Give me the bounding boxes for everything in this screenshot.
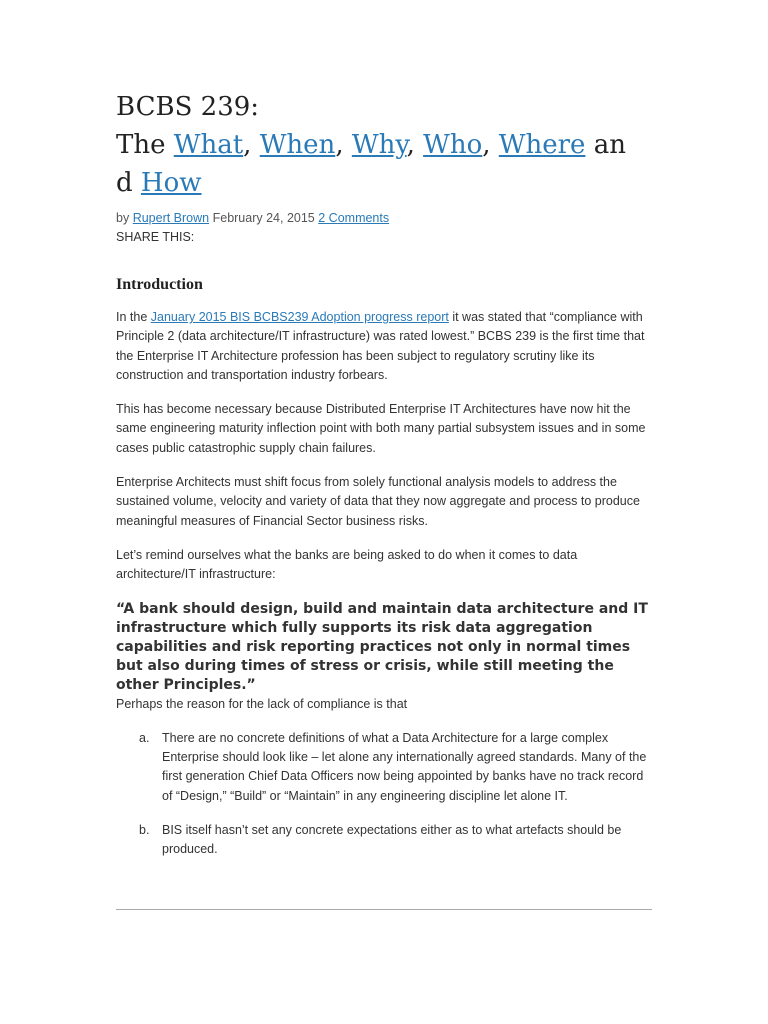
list-item-text: BIS itself hasn’t set any concrete expectations either as to what artefacts should be produced. bbox=[162, 823, 622, 857]
title-line1: BCBS 239: bbox=[116, 92, 260, 122]
paragraph-1 bbox=[116, 308, 652, 385]
title-link-what[interactable]: What bbox=[173, 130, 244, 160]
title-link-why[interactable]: Why bbox=[351, 130, 407, 160]
issue-list bbox=[116, 729, 652, 860]
meta-by: by bbox=[116, 211, 130, 225]
paragraph-3: Enterprise Architects must shift focus from solely functional analysis models to address the sustained volume, velocity and variety of data that they now aggregate and process to produce meaningful measures of Financial Sector business risks. bbox=[116, 475, 640, 528]
list-item bbox=[116, 729, 652, 806]
title-d: d bbox=[116, 168, 133, 198]
title-link-when[interactable]: When bbox=[259, 130, 336, 160]
share-label: SHARE THIS: bbox=[116, 230, 195, 244]
p1-text-end: it was stated that “compliance with Principle 2 (data architecture/IT infrastructure) was rated lowest.” BCBS 239 is the first time that the Enterprise IT Architecture profession has been subject to regulatory scrutiny like its construction and transportation industry forbears. bbox=[116, 310, 645, 382]
comments-link[interactable]: 2 Comments bbox=[318, 211, 390, 225]
title-the: The bbox=[116, 130, 166, 160]
list-item-text: There are no concrete definitions of what a Data Architecture for a large complex Enterprise should look like – let alone any internationally agreed standards. Many of the first generation Chief Data Officers now being appointed by banks have no track record of “Design,” “Build” or “Maintain” in any engineering discipline let alone IT. bbox=[162, 730, 647, 803]
list-marker: a. bbox=[139, 730, 150, 745]
paragraph-5: Perhaps the reason for the lack of compliance is that bbox=[116, 696, 408, 711]
title-link-where[interactable]: Where bbox=[498, 130, 586, 160]
divider bbox=[116, 909, 652, 910]
report-link[interactable]: January 2015 BIS BCBS239 Adoption progress report bbox=[150, 310, 449, 324]
p1-text-start: In the bbox=[116, 310, 151, 324]
title-comma: , bbox=[243, 130, 252, 160]
blockquote: “A bank should design, build and maintain data architecture and IT infrastructure which fully supports its risk data aggregation capabilities and risk reporting practices not only in normal times but also during times of stress or crisis, while still meeting the other Principles.” bbox=[116, 600, 648, 693]
post-meta bbox=[116, 209, 389, 247]
title-comma: , bbox=[335, 130, 344, 160]
list-marker: b. bbox=[139, 823, 150, 838]
article-body bbox=[116, 308, 652, 875]
post-date: February 24, 2015 bbox=[212, 211, 315, 225]
paragraph-4: Let’s remind ourselves what the banks are being asked to do when it comes to data architecture/IT infrastructure: bbox=[116, 547, 578, 582]
list-item bbox=[116, 821, 652, 860]
title-comma: , bbox=[406, 130, 415, 160]
title-link-who[interactable]: Who bbox=[423, 130, 483, 160]
title-link-how[interactable]: How bbox=[140, 168, 202, 198]
paragraph-2: This has become necessary because Distributed Enterprise IT Architectures have now hit the same engineering maturity inflection point with both many partial subsystem issues and in some cases public catastrophic supply chain failures. bbox=[116, 402, 646, 455]
title-an: an bbox=[593, 130, 626, 160]
section-heading: Introduction bbox=[116, 276, 203, 293]
author-link[interactable]: Rupert Brown bbox=[132, 211, 210, 225]
article-title bbox=[116, 88, 656, 202]
title-comma: , bbox=[482, 130, 491, 160]
